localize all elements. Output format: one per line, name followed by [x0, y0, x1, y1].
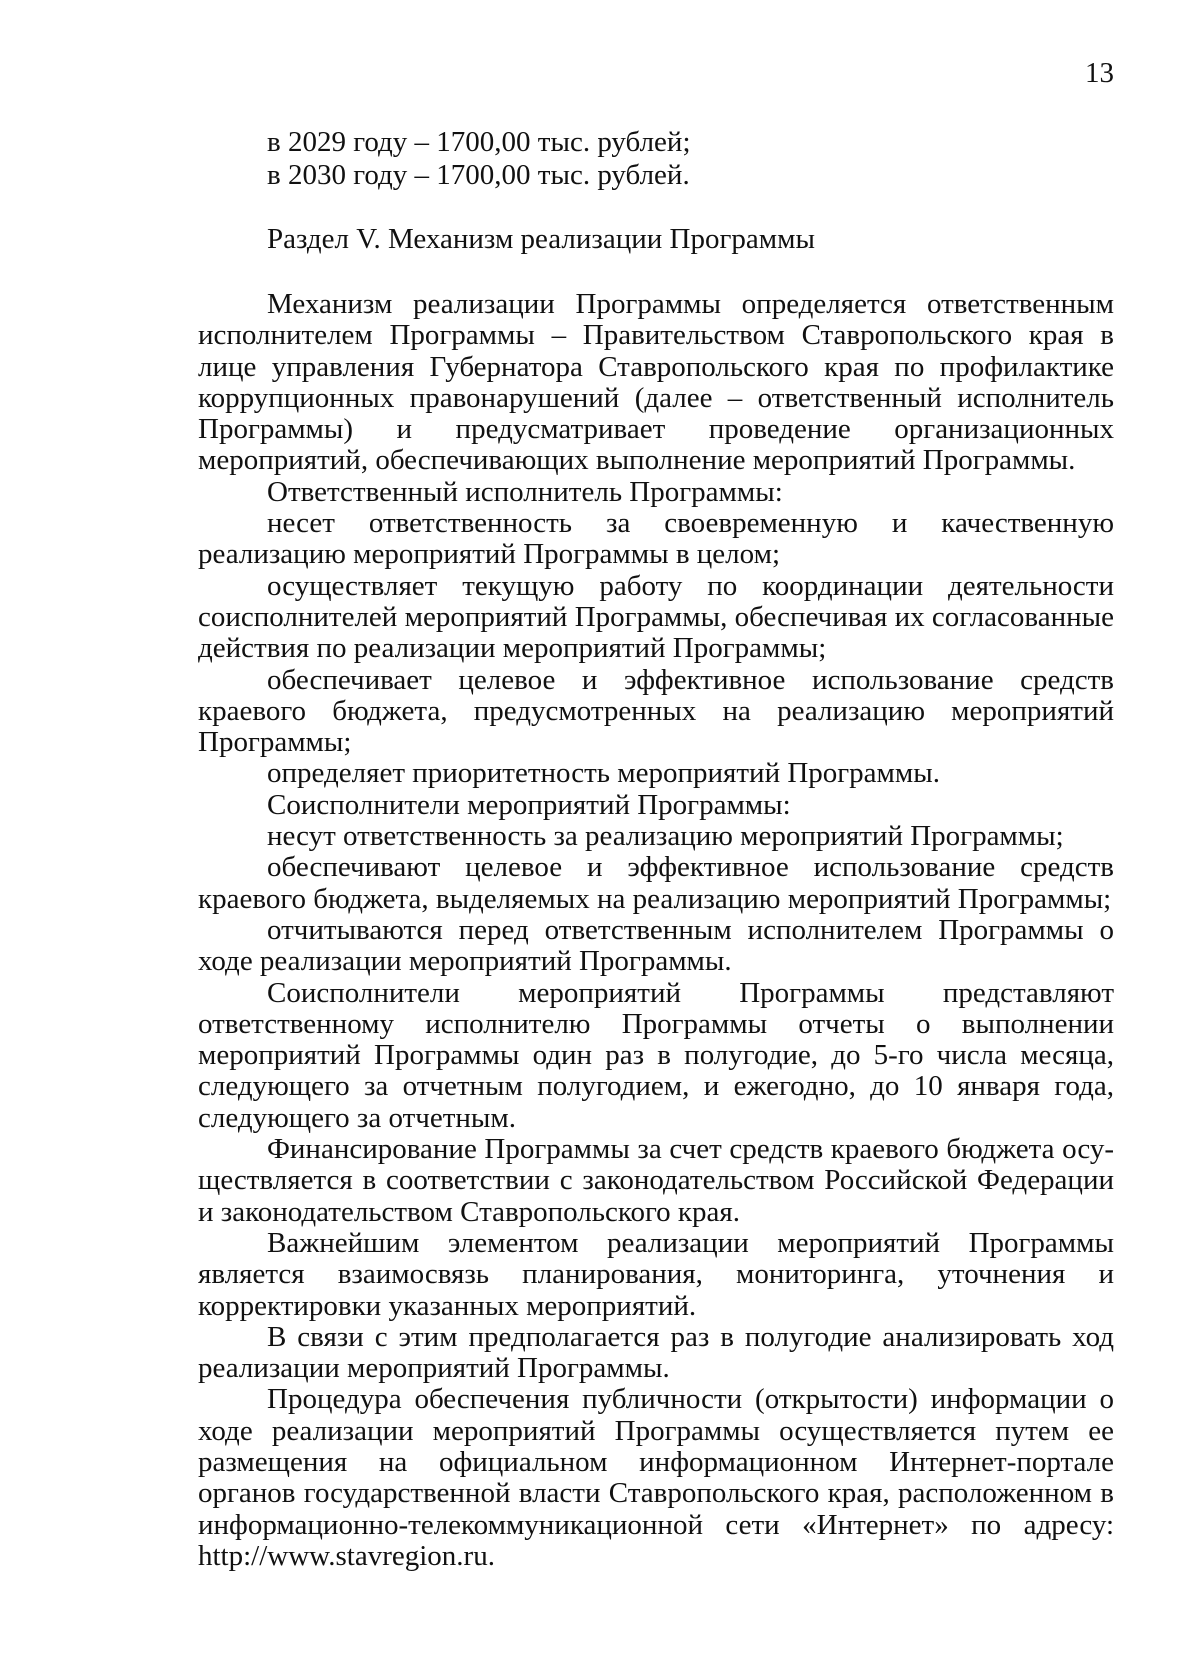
funding-list — [198, 126, 1114, 192]
paragraph-reporting-schedule: Соисполнители мероприятий Программы представляют ответственному исполнителю Программы отчеты о выполнении мероприятий Программы один раз в полугодие, до 5-го числа месяца, следующего за отчетным полугодием, и ежегодно, до 10 января года, следующего за отчетным. — [198, 976, 1114, 1134]
paragraph-coexecutors-budget: обеспечивают целевое и эффективное использование средств краевого бюджета, выделяемых на реализацию мероприятий Программы; — [198, 851, 1114, 915]
paragraph-key-element: Важнейшим элементом реализации мероприятий Программы является взаимосвязь планирования, мониторинга, уточнения и корректировки указанных мероприятий. — [198, 1226, 1114, 1322]
paragraph-publicity: Процедура обеспечения публичности (открытости) информации о ходе реализации мероприятий Программы осуществляется путем ее размещения на официальном информационном Интернет-портале органов государственной власти Ставропольского края, расположенном в информационно-телекоммуникационной сети «Интернет» по адресу: http://www.stavregion.ru. — [198, 1383, 1114, 1572]
funding-line-2029: в 2029 году – 1700,00 тыс. рублей; — [267, 126, 691, 158]
paragraph-coexecutors-heading: Соисполнители мероприятий Программы: — [267, 788, 791, 821]
paragraph-executor-priority: определяет приоритетность мероприятий Программы. — [267, 757, 940, 790]
paragraph-coexecutors-responsibility: несут ответственность за реализацию мероприятий Программы; — [267, 820, 1064, 853]
paragraph-coexecutors-report: отчитываются перед ответственным исполнителем Программы о ходе реализации мероприятий Программы. — [198, 913, 1114, 978]
page-number: 13 — [1085, 57, 1114, 89]
section-body — [198, 289, 1114, 1572]
paragraph-analysis: В связи с этим предполагается раз в полугодие анализировать ход реализации мероприятий Программы. — [198, 1320, 1114, 1385]
section-title: Раздел V. Механизм реализации Программы — [267, 223, 815, 255]
funding-line-2030: в 2030 году – 1700,00 тыс. рублей. — [267, 159, 690, 191]
paragraph-executor-heading: Ответственный исполнитель Программы: — [267, 475, 783, 508]
paragraph-executor-coordination: осуществляет текущую работу по координации деятельности соисполнителей мероприятий Программы, обеспечивая их согласованные действия по реализации мероприятий Программы; — [198, 569, 1114, 665]
paragraph-executor-responsibility: несет ответственность за своевременную и качественную реализацию мероприятий Программы в целом; — [198, 507, 1114, 571]
paragraph-financing: Финансирование Программы за счет средств краевого бюджета осуществляется в соответствии с законодательством Российской Федерации и законодательством Ставропольского края. — [198, 1133, 1114, 1228]
paragraph-mechanism: Механизм реализации Программы определяется ответственным исполнителем Программы – Правительством Ставропольского края в лице управления Губернатора Ставропольского края по профилактике коррупционных правонарушений (далее – ответственный исполнитель Программы) и предусматривает проведение организационных мероприятий, обеспечивающих выполнение мероприятий Программы. — [198, 288, 1114, 477]
paragraph-executor-budget: обеспечивает целевое и эффективное использование средств краевого бюджета, предусмотренных на реализацию мероприятий Программы; — [198, 663, 1114, 759]
